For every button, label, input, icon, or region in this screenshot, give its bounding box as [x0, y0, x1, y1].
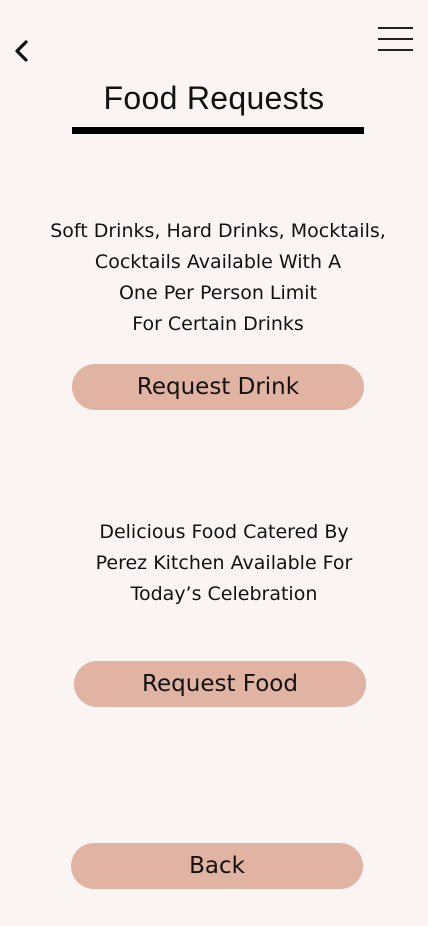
hamburger-menu-icon[interactable]: [378, 26, 414, 52]
food-description: Delicious Food Catered By Perez Kitchen Available For Today’s Celebration: [95, 521, 353, 605]
back-button[interactable]: Back: [71, 843, 363, 889]
menu-line: [378, 49, 413, 51]
title-underline: [72, 127, 364, 134]
request-food-button[interactable]: Request Food: [74, 661, 366, 707]
chevron-left-icon[interactable]: [10, 38, 34, 64]
request-drink-button[interactable]: Request Drink: [72, 364, 364, 410]
page-title: Food Requests: [103, 80, 325, 116]
drinks-description: Soft Drinks, Hard Drinks, Mocktails, Cocktails Available With A One Per Person Limit For Certain Drinks: [50, 220, 386, 335]
menu-line: [378, 38, 413, 40]
menu-line: [378, 27, 413, 29]
